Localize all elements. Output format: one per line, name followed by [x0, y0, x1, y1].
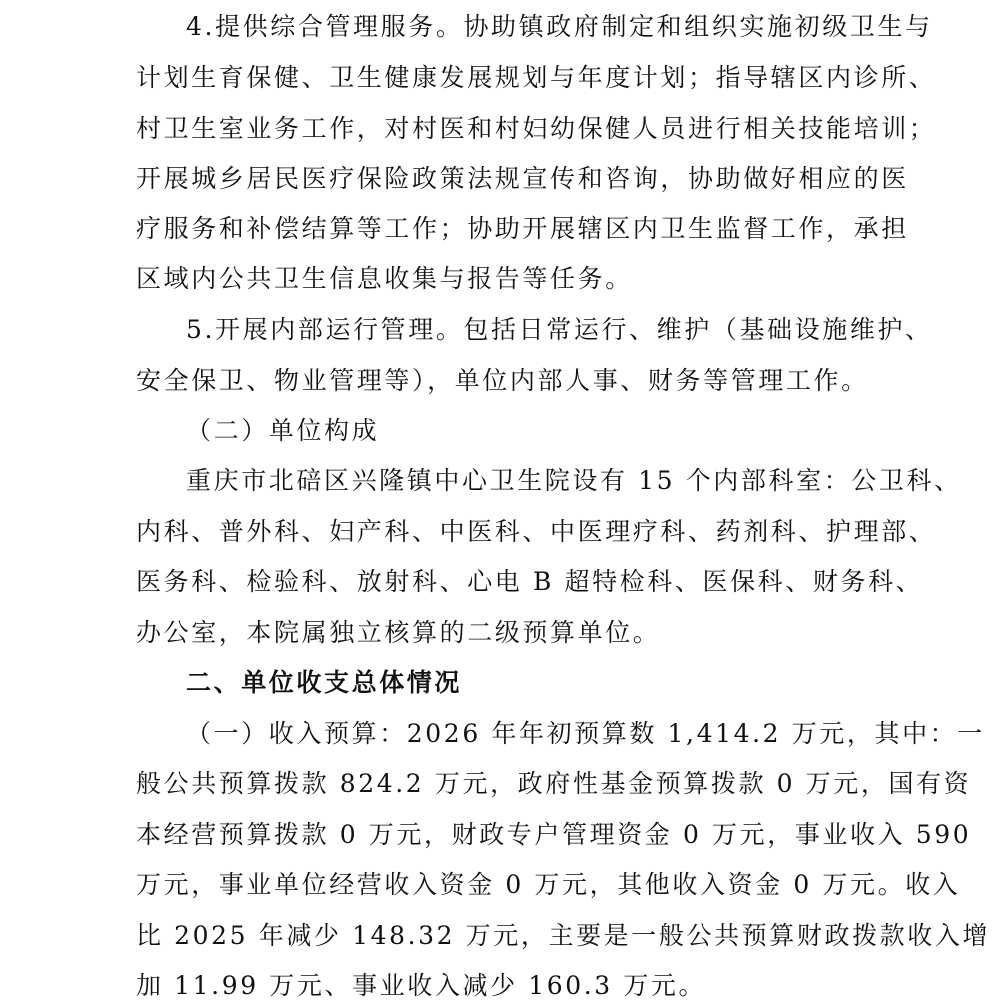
- income-budget-line-4: 万元，事业单位经营收入资金 0 万元，其他收入资金 0 万元。收入: [136, 870, 961, 899]
- income-budget-line-3: 本经营预算拨款 0 万元，财政专户管理资金 0 万元，事业收入 590: [136, 820, 972, 849]
- paragraph-5-line-2: 安全保卫、物业管理等），单位内部人事、财务等管理工作。: [136, 366, 869, 395]
- unit-composition-line-2: 内科、普外科、妇产科、中医科、中医理疗科、药剂科、护理部、: [136, 517, 937, 546]
- paragraph-4-line-4: 开展城乡居民医疗保险政策法规宣传和咨询，协助做好相应的医: [136, 164, 909, 193]
- income-budget-line-5: 比 2025 年减少 148.32 万元，主要是一般公共预算财政拨款收入增: [136, 921, 991, 950]
- income-budget-line-2: 般公共预算拨款 824.2 万元，政府性基金预算拨款 0 万元，国有资: [136, 769, 972, 798]
- paragraph-4-line-3: 村卫生室业务工作，对村医和村妇幼保健人员进行相关技能培训；: [136, 114, 937, 143]
- unit-composition-line-1: 重庆市北碚区兴隆镇中心卫生院设有 15 个内部科室：公卫科、: [186, 466, 962, 495]
- unit-composition-line-4: 办公室，本院属独立核算的二级预算单位。: [136, 618, 661, 647]
- unit-composition-line-3: 医务科、检验科、放射科、心电 B 超特检科、医保科、财务科、: [136, 567, 924, 596]
- income-budget-line-1: （一）收入预算：2026 年年初预算数 1,414.2 万元，其中：一: [186, 719, 985, 748]
- paragraph-4-line-5: 疗服务和补偿结算等工作；协助开展辖区内卫生监督工作，承担: [136, 214, 909, 243]
- paragraph-5-line-1: 5.开展内部运行管理。包括日常运行、维护（基础设施维护、: [186, 315, 933, 344]
- paragraph-4-line-2: 计划生育保健、卫生健康发展规划与年度计划；指导辖区内诊所、: [136, 63, 937, 92]
- paragraph-4-line-6: 区域内公共卫生信息收集与报告等任务。: [136, 264, 633, 293]
- section-heading-unit-composition: （二）单位构成: [186, 416, 380, 445]
- section-heading-overall-budget: 二、单位收支总体情况: [186, 668, 463, 697]
- paragraph-4-line-1: 4.提供综合管理服务。协助镇政府制定和组织实施初级卫生与: [186, 12, 933, 41]
- income-budget-line-6: 加 11.99 万元、事业收入减少 160.3 万元。: [136, 971, 707, 1000]
